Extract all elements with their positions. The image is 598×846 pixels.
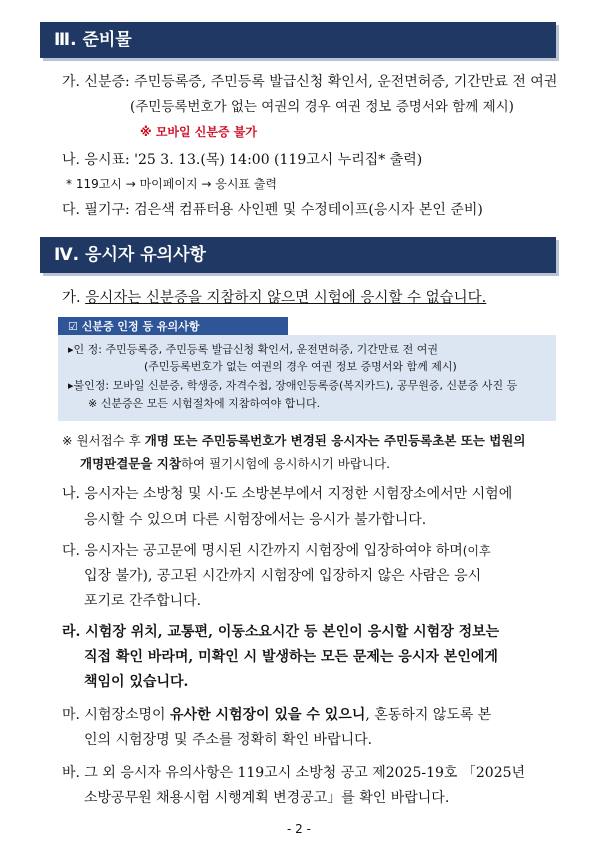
id-accepted-sub: (주민등록번호가 없는 여권의 경우 여권 정보 증명서와 함께 제시) bbox=[144, 360, 457, 373]
site-info-line1: 라. 시험장 위치, 교통편, 이동소요시간 등 본인이 응시할 시험장 정보는 bbox=[62, 624, 500, 640]
id-rejected-line: ▸불인정: 모바일 신분증, 학생증, 자격수첩, 장애인등록증(복지카드), 공무원증, 신분증 사진 등 bbox=[68, 379, 518, 392]
id-required-text: 응시자는 신분증을 지참하지 않으면 시험에 응시할 수 없습니다. bbox=[85, 290, 487, 306]
similar-site-line2: 인의 시험장명 및 주소를 정확히 확인 바랍니다. bbox=[84, 732, 373, 748]
id-card-item bbox=[62, 72, 557, 92]
similar-site-prefix: 마. 시험장소명이 bbox=[62, 707, 171, 723]
id-bring-note: ※ 신분증은 모든 시험절차에 지참하여야 합니다. bbox=[88, 397, 321, 410]
id-notice-box bbox=[58, 335, 556, 421]
site-info-line2: 직접 확인 바라며, 미확인 시 발생하는 모든 문제는 응시자 본인에게 bbox=[84, 649, 498, 665]
admission-ticket-item bbox=[62, 150, 422, 170]
entry-time-line2: 입장 불가), 공고된 시간까지 시험장에 입장하지 않은 사람은 응시 bbox=[84, 568, 482, 584]
id-required-label: 가. bbox=[62, 290, 81, 306]
similar-site-line1 bbox=[62, 705, 491, 725]
entry-time-line3: 포기로 간주합니다. bbox=[84, 593, 202, 609]
similar-site-suffix: , 혼동하지 않도록 본 bbox=[365, 707, 492, 723]
name-change-note-bold: 개명 또는 주민등록번호가 변경된 응시자는 주민등록초본 또는 법원의 bbox=[144, 433, 526, 448]
other-notice-line2: 소방공무원 채용시험 시행계획 변경공고」를 확인 바랍니다. bbox=[84, 790, 450, 806]
section-4-header: Ⅳ. 응시자 유의사항 bbox=[40, 237, 556, 273]
entry-time-text: 다. 응시자는 공고문에 명시된 시간까지 시험장에 입장하여야 하며 bbox=[62, 543, 463, 559]
section-3-header: Ⅲ. 준비물 bbox=[40, 22, 556, 58]
designated-site-line2: 응시할 수 있으며 다른 시험장에서는 응시가 불가합니다. bbox=[84, 512, 427, 528]
name-change-note-bold2: 개명판결문을 지참 bbox=[80, 456, 181, 471]
designated-site-line1: 나. 응시자는 소방청 및 시·도 소방본부에서 지정한 시험장소에서만 시험에 bbox=[62, 486, 513, 502]
name-change-note-prefix: ※ 원서접수 후 bbox=[62, 433, 145, 448]
site-info-line3: 책임이 있습니다. bbox=[84, 674, 189, 690]
name-change-note-line1 bbox=[62, 431, 525, 451]
similar-site-bold: 유사한 시험장이 있을 수 있으니 bbox=[170, 707, 366, 723]
id-required-item bbox=[62, 288, 486, 308]
admission-ticket-text: '25 3. 13.(목) 14:00 (119고시 누리집* 출력) bbox=[134, 152, 423, 168]
id-accepted-line: ▸인 정: 주민등록증, 주민등록 발급신청 확인서, 운전면허증, 기간만료 전 여권 bbox=[68, 343, 438, 356]
admission-ticket-label: 나. 응시표: bbox=[62, 152, 130, 168]
id-card-label: 가. 신분증: bbox=[62, 74, 130, 90]
name-change-note-rest: 하여 필기시험에 응시하시기 바랍니다. bbox=[180, 456, 391, 471]
id-card-text: 주민등록증, 주민등록 발급신청 확인서, 운전면허증, 기간만료 전 여권 bbox=[134, 74, 558, 90]
mobile-id-note: ※ 모바일 신분증 불가 bbox=[140, 125, 257, 139]
id-notice-box-title: ☑ 신분증 인정 등 유의사항 bbox=[58, 317, 288, 337]
entry-time-paren: (이후 bbox=[462, 544, 491, 558]
entry-time-line1 bbox=[62, 541, 491, 561]
other-notice-line1: 바. 그 외 응시자 유의사항은 119고시 소방청 공고 제2025-19호 「2025년 bbox=[62, 765, 526, 781]
page-number: - 2 - bbox=[287, 822, 311, 836]
writing-tools-item: 다. 필기구: 검은색 컴퓨터용 사인펜 및 수정테이프(응시자 본인 준비) bbox=[62, 202, 483, 218]
name-change-note-line2 bbox=[80, 454, 390, 474]
id-card-sub: (주민등록번호가 없는 여권의 경우 여권 정보 증명서와 함께 제시) bbox=[130, 99, 514, 115]
admission-ticket-sub: * 119고시 → 마이페이지 → 응시표 출력 bbox=[66, 177, 278, 191]
